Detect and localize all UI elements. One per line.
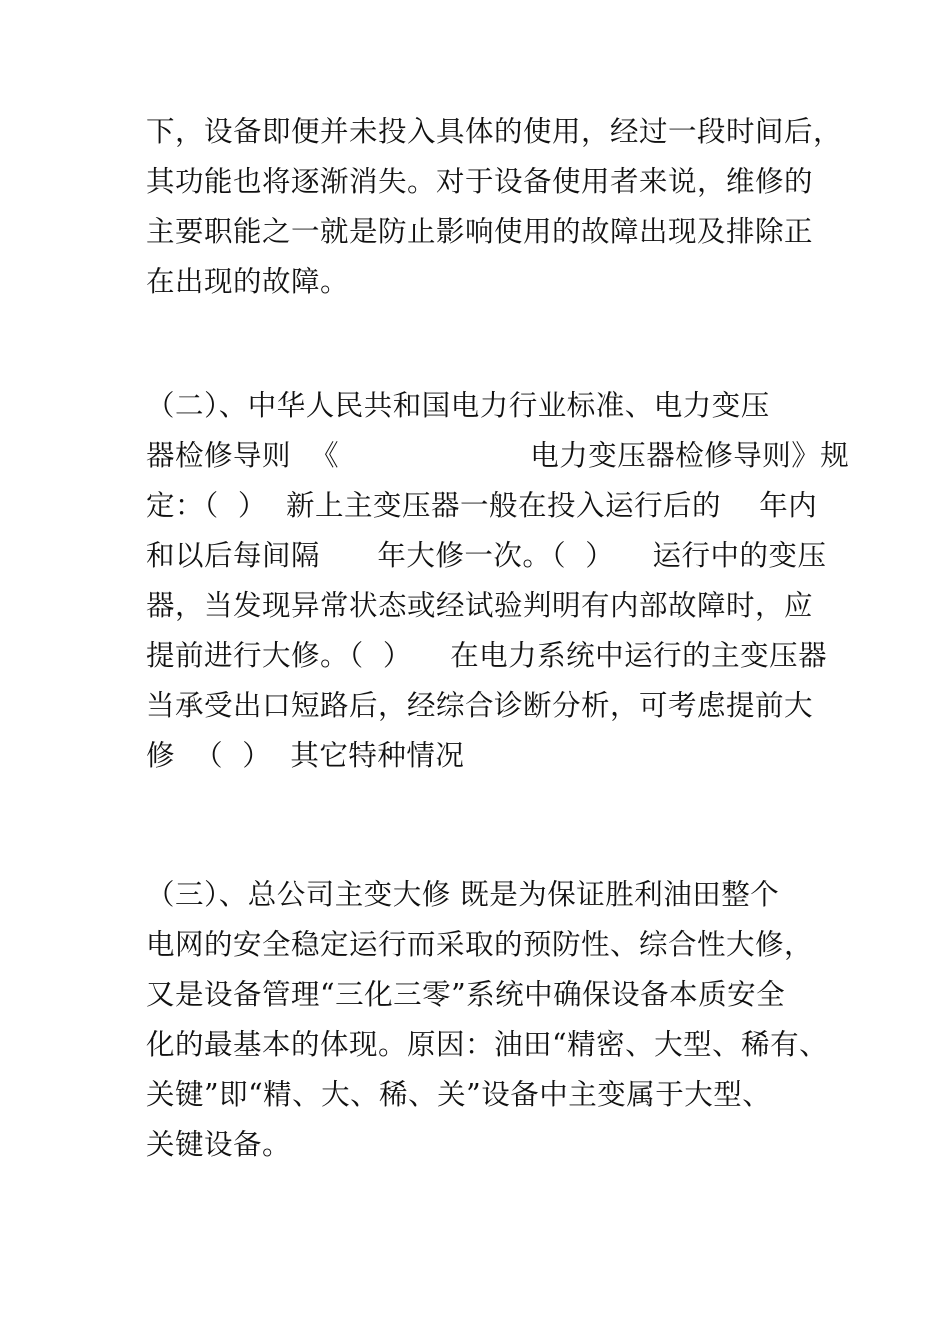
paragraph-line: 在出现的故障。 — [146, 265, 350, 298]
paragraph-line: （三）、总公司主变大修 既是为保证胜利油田整个 — [146, 878, 780, 911]
paragraph-line: 器检修导则 《 电力变压器检修导则》规 — [146, 439, 850, 472]
paragraph-line: （二）、中华人民共和国电力行业标准、电力变压 — [146, 389, 770, 422]
paragraph-line: 关键”即“精、大、稀、关”设备中主变属于大型、 — [146, 1078, 772, 1111]
paragraph-line: 修 （ ） 其它特种情况 — [146, 739, 465, 772]
paragraph-3-section-san — [146, 870, 829, 1170]
paragraph-line: 又是设备管理“三化三零”系统中确保设备本质安全 — [146, 978, 786, 1011]
paragraph-line: 器，当发现异常状态或经试验判明有内部故障时，应 — [146, 589, 814, 622]
paragraph-line: 当承受出口短路后，经综合诊断分析，可考虑提前大 — [146, 689, 814, 722]
paragraph-line: 电网的安全稳定运行而采取的预防性、综合性大修， — [146, 928, 814, 961]
paragraph-line: 提前进行大修。（ ） 在电力系统中运行的主变压器 — [146, 639, 828, 672]
paragraph-line: 主要职能之一就是防止影响使用的故障出现及排除正 — [146, 215, 814, 248]
paragraph-line: 定：（ ） 新上主变压器一般在投入运行后的 年内 — [146, 489, 818, 522]
paragraph-line: 其功能也将逐渐消失。对于设备使用者来说，维修的 — [146, 165, 814, 198]
paragraph-2-section-er — [146, 381, 850, 781]
paragraph-line: 化的最基本的体现。原因：油田“精密、大型、稀有、 — [146, 1028, 829, 1061]
paragraph-line: 关键设备。 — [146, 1128, 292, 1161]
paragraph-1 — [146, 107, 843, 307]
paragraph-line: 下，设备即便并未投入具体的使用，经过一段时间后， — [146, 115, 843, 148]
paragraph-line: 和以后每间隔 年大修一次。（ ） 运行中的变压 — [146, 539, 827, 572]
